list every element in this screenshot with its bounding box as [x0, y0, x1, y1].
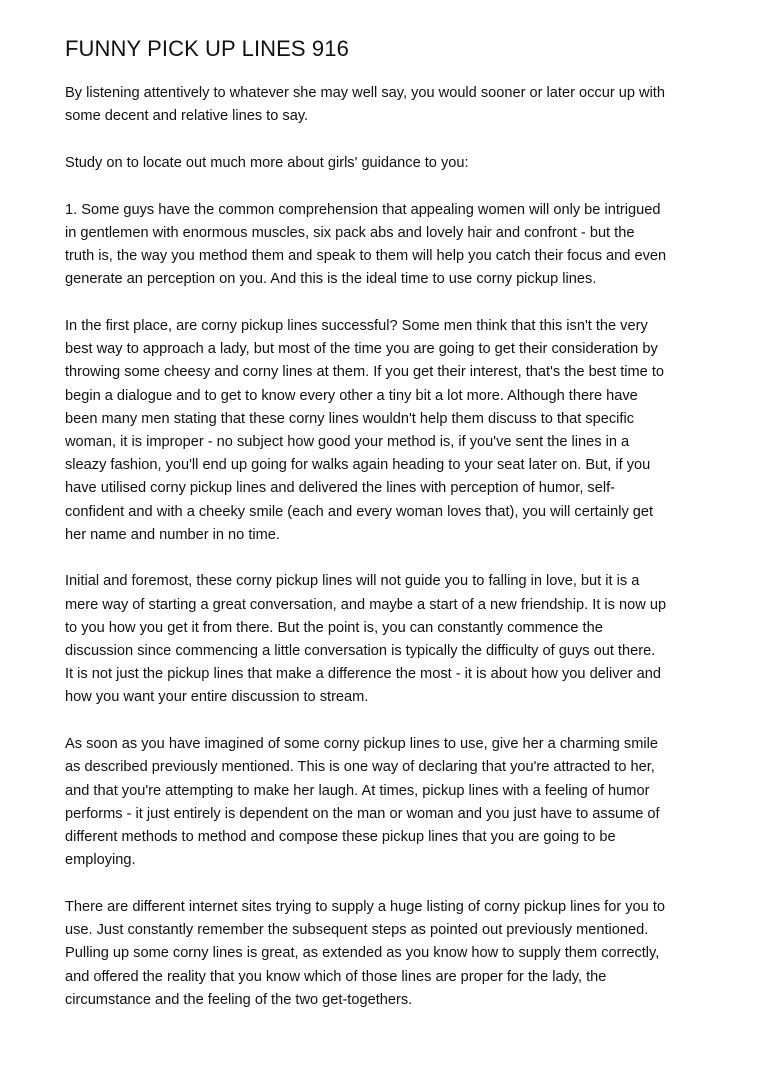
text-line: Study on to locate out much more about girls' guidance to you:: [65, 154, 469, 171]
document-body: [65, 82, 715, 1012]
text-line: her name and number in no time.: [65, 526, 280, 543]
paragraph: [65, 896, 715, 1012]
text-line: There are different internet sites trying to supply a huge listing of corny pickup lines for you to: [65, 898, 666, 915]
document-title: FUNNY PICK UP LINES 916: [65, 36, 349, 61]
paragraph: [65, 733, 715, 872]
text-line: have utilised corny pickup lines and delivered the lines with perception of humor, self-: [65, 480, 616, 497]
text-line: and offered the reality that you know which of those lines are proper for the lady, the: [65, 968, 607, 985]
text-line: and that you're attempting to make her laugh. At times, pickup lines with a feeling of humor: [65, 782, 650, 799]
paragraph: [65, 570, 715, 709]
text-line: As soon as you have imagined of some corny pickup lines to use, give her a charming smile: [65, 736, 658, 753]
text-line: throwing some cheesy and corny lines at them. If you get their interest, that's the best time to: [65, 364, 664, 381]
text-line: some decent and relative lines to say.: [65, 108, 309, 125]
text-line: use. Just constantly remember the subsequent steps as pointed out previously mentioned.: [65, 922, 649, 939]
text-line: By listening attentively to whatever she may well say, you would sooner or later occur up with: [65, 85, 665, 101]
text-line: Initial and foremost, these corny pickup lines will not guide you to falling in love, but it is a: [65, 573, 640, 590]
document-page: [65, 34, 715, 1035]
paragraph: [65, 199, 715, 292]
text-line: performs - it just entirely is dependent on the man or woman and you just have to assume of: [65, 805, 660, 822]
text-line: Pulling up some corny lines is great, as extended as you know how to supply them correctly,: [65, 945, 660, 962]
text-line: been many men stating that these corny lines wouldn't help them discuss to that specific: [65, 410, 635, 427]
text-line: different methods to method and compose these pickup lines that you are going to be: [65, 828, 616, 845]
text-line: in gentlemen with enormous muscles, six pack abs and lovely hair and confront - but the: [65, 224, 635, 241]
text-line: In the first place, are corny pickup lines successful? Some men think that this isn't the very: [65, 317, 648, 334]
text-line: as described previously mentioned. This is one way of declaring that you're attracted to her,: [65, 759, 655, 776]
text-line: to you how you get it from there. But the point is, you can constantly commence the: [65, 619, 603, 636]
text-line: best way to approach a lady, but most of the time you are going to get their consideration by: [65, 341, 658, 358]
paragraph: [65, 82, 715, 128]
text-line: 1. Some guys have the common comprehension that appealing women will only be intrigued: [65, 201, 661, 218]
paragraph: [65, 152, 715, 175]
text-line: truth is, the way you method them and speak to them will help you catch their focus and even: [65, 248, 667, 265]
text-line: It is not just the pickup lines that make a difference the most - it is about how you deliver and: [65, 666, 661, 683]
text-line: woman, it is improper - no subject how good your method is, if you've sent the lines in a: [65, 433, 630, 450]
text-line: confident and with a cheeky smile (each and every woman loves that), you will certainly get: [65, 503, 654, 520]
text-line: employing.: [65, 852, 136, 869]
paragraph: [65, 315, 715, 547]
text-line: generate an perception on you. And this is the ideal time to use corny pickup lines.: [65, 271, 597, 288]
text-line: how you want your entire discussion to stream.: [65, 689, 369, 706]
text-line: discussion since commencing a little conversation is typically the difficulty of guys out there.: [65, 643, 656, 660]
text-line: circumstance and the feeling of the two get-togethers.: [65, 991, 413, 1008]
text-line: mere way of starting a great conversation, and maybe a start of a new friendship. It is now up: [65, 596, 667, 613]
text-line: begin a dialogue and to get to know every other a tiny bit a lot more. Although there have: [65, 387, 638, 404]
text-line: sleazy fashion, you'll end up going for walks again heading to your seat later on. But, if you: [65, 457, 651, 474]
